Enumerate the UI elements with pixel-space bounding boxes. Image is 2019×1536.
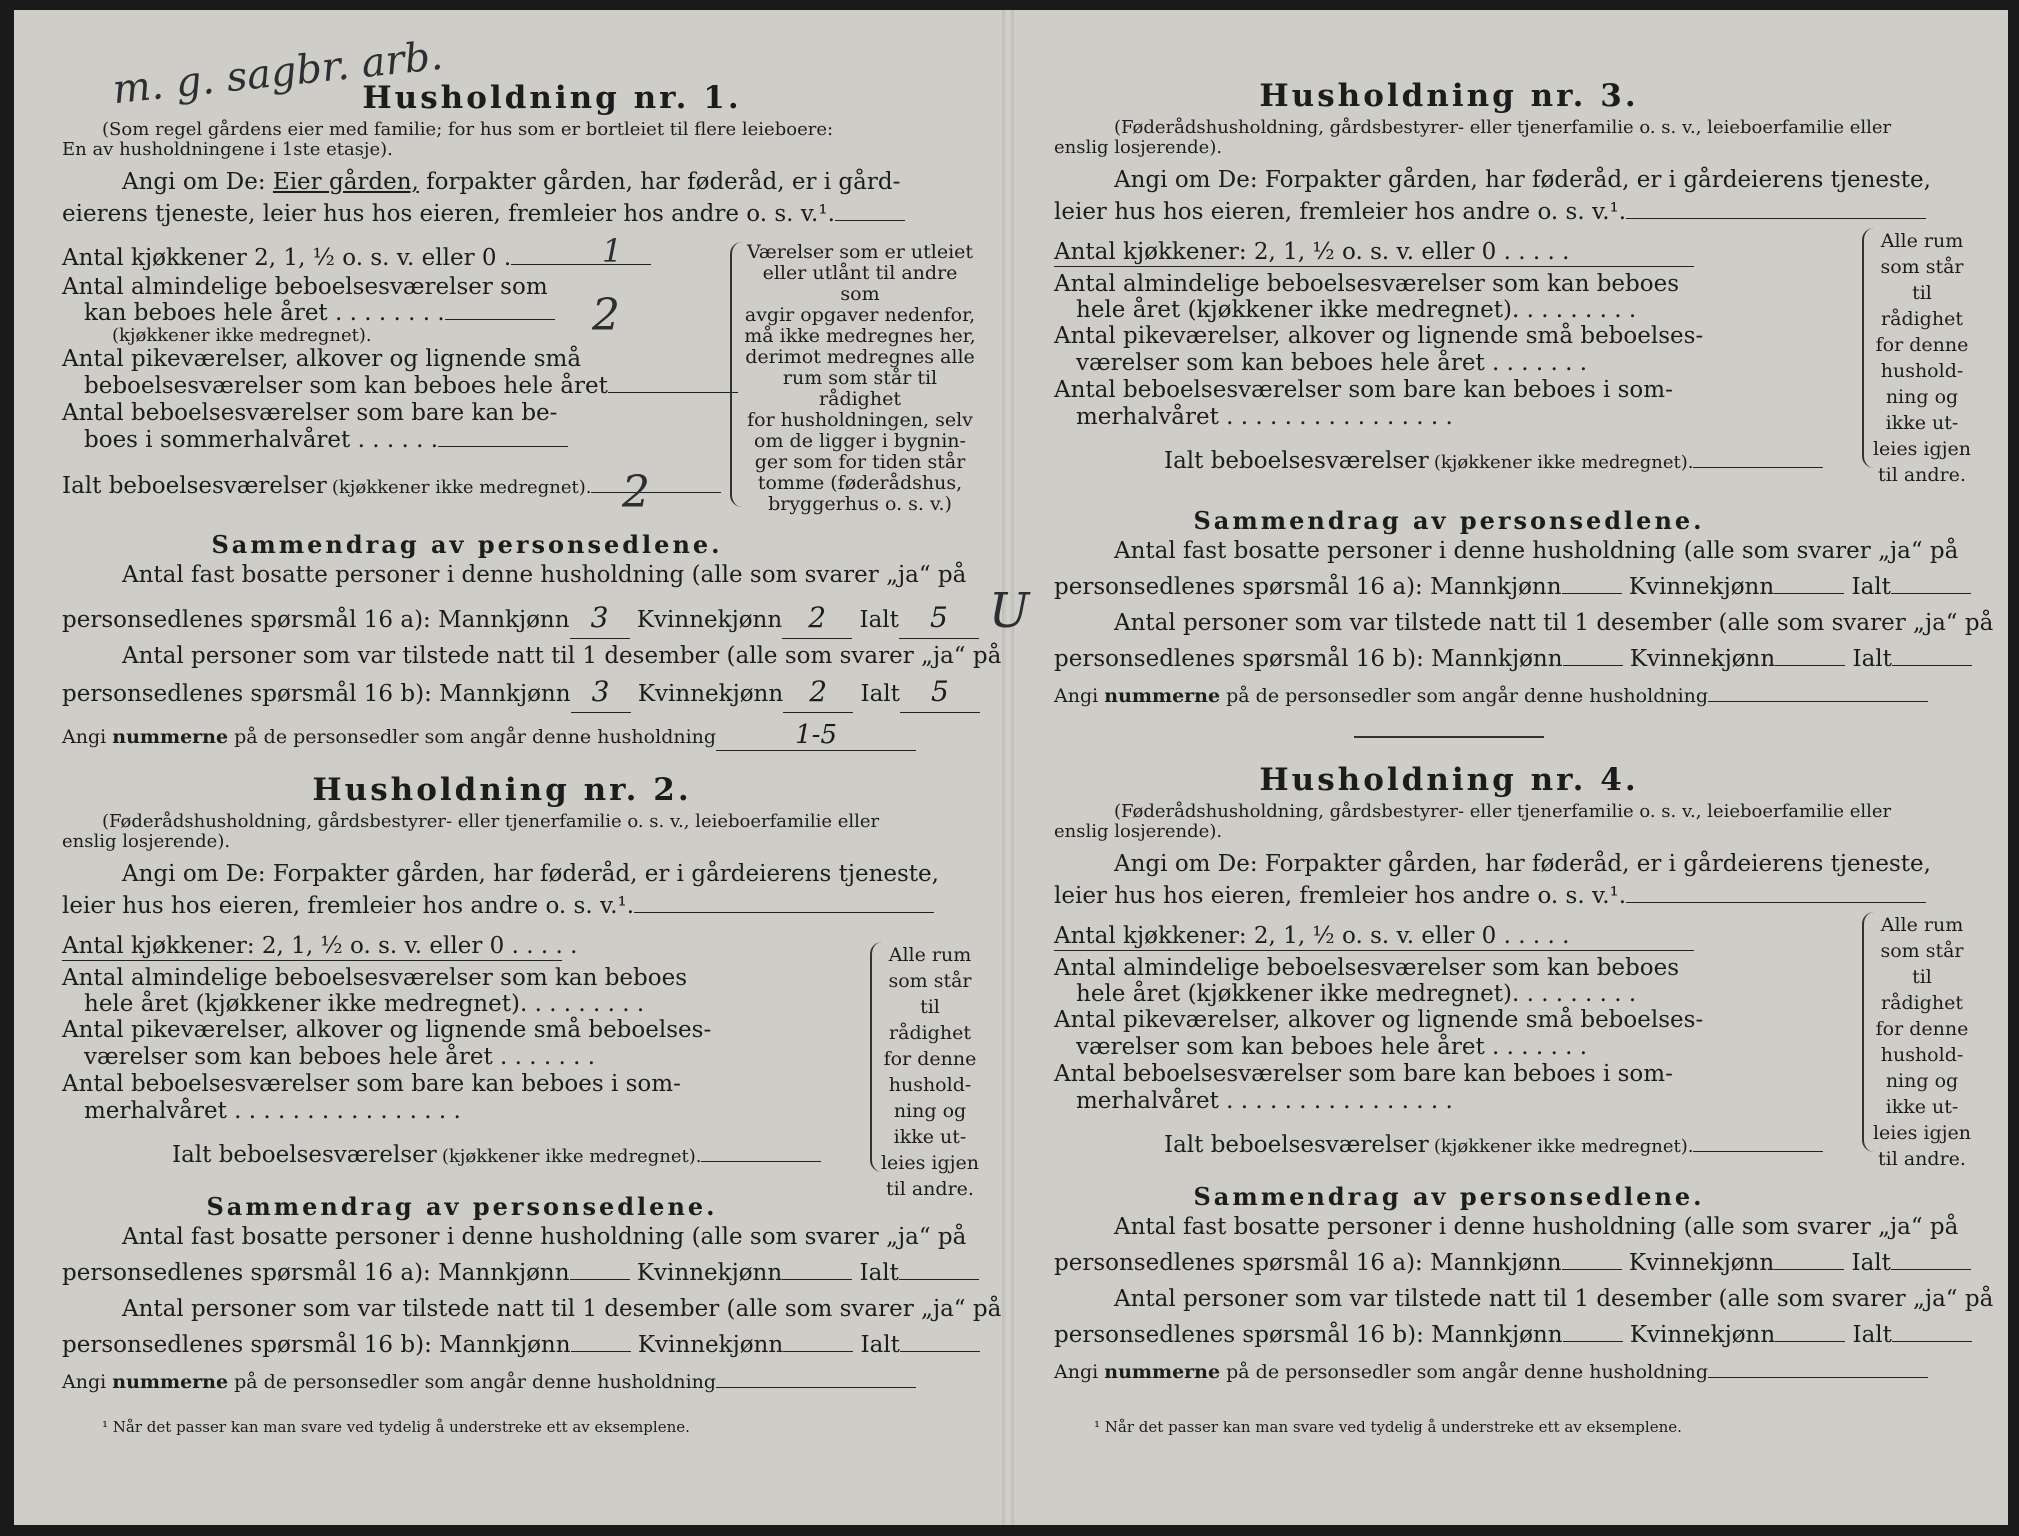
ialt-rooms: [1054, 1129, 1984, 1161]
summary-a-kvinne-field[interactable]: [1774, 593, 1844, 594]
numbers-label-b: nummerne: [112, 726, 229, 748]
summary-b-ialt-field[interactable]: [1892, 1341, 1972, 1342]
household-3-title: Husholdning nr. 3.: [1259, 78, 1639, 114]
q-rooms-label2: hele året (kjøkkener ikke medregnet). . . . . . . . .: [84, 991, 645, 1017]
summary-b-ialt-field[interactable]: 5: [900, 672, 980, 713]
household-2-sub2: enslig losjerende).: [62, 831, 231, 852]
summary-b-ialt-field[interactable]: [900, 1351, 980, 1352]
rooms-note-line: hushold-: [888, 1074, 972, 1096]
margin-mark: U: [988, 583, 1030, 639]
summary-a-ialt-label: Ialt: [859, 1260, 899, 1286]
summary-b-kvinne-field[interactable]: [783, 1351, 853, 1352]
ialt-rooms: [1054, 445, 1984, 477]
household-2-sub1: (Føderådshusholdning, gårdsbestyrer- eller tjenerfamilie o. s. v., leieboerfamilie eller: [102, 811, 880, 832]
summary-b-mann-label: personsedlenes spørsmål 16 b): Mannkjønn: [1054, 646, 1563, 672]
rooms-note-line: tomme (føderådshus,: [757, 472, 963, 494]
summary-b-kvinne-field[interactable]: [1775, 665, 1845, 666]
q-rooms-label: Antal almindelige beboelsesværelser som kan beboes: [62, 965, 688, 991]
rooms-note-line: for denne: [1875, 1018, 1969, 1040]
summary-b-mann-field[interactable]: [1563, 1341, 1623, 1342]
angi-options-2: eierens tjeneste, leier hus hos eieren, fremleier hos andre o. s. v.¹.: [62, 201, 835, 227]
q-rooms-label: Antal almindelige beboelsesværelser som kan beboes: [1054, 955, 1680, 981]
q-summer-rooms-label: Antal beboelsesværelser som bare kan beboes i som-: [1054, 1061, 1673, 1087]
rooms-note-line: som står til: [1880, 940, 1964, 988]
summary-a-ialt-label: Ialt: [1851, 1250, 1891, 1276]
q-kitchens: [62, 932, 982, 960]
ialt-label: Ialt beboelsesværelser: [172, 1142, 437, 1168]
summary-b-ialt-label: Ialt: [1852, 646, 1892, 672]
rooms-note-line: om de ligger i bygnin-: [754, 430, 966, 452]
household-4-sub2: enslig losjerende).: [1054, 821, 1223, 842]
numbers-field[interactable]: [1708, 701, 1928, 702]
rooms-note-text: [880, 942, 980, 1202]
census-sheet: [14, 10, 2008, 1525]
rooms-note-line: ning og: [1885, 386, 1959, 408]
q-kitchens-field[interactable]: [511, 264, 651, 265]
summary-a-ialt-field[interactable]: [1891, 593, 1971, 594]
q-rooms-value: 2: [592, 290, 620, 341]
summary-a-ialt-field[interactable]: [899, 1279, 979, 1280]
household-4-angi-line1: Angi om De: Forpakter gården, har føderåd, er i gårdeierens tjeneste,: [1114, 851, 1931, 877]
ialt-value: 2: [622, 467, 650, 518]
household-4-angi-line2: [1054, 880, 1984, 912]
summary-b-kvinne-label: Kvinnekjønn: [637, 681, 784, 707]
right-page: [1054, 10, 1994, 1525]
rooms-note-line: ning og: [1885, 1070, 1959, 1092]
q-kitchens-field[interactable]: [1054, 950, 1694, 951]
rooms-note-text: [740, 242, 980, 515]
household-2-angi-line2: [62, 890, 982, 922]
footnote-right: ¹ Når det passer kan man svare ved tydelig å understreke ett av eksemplene.: [1094, 1418, 1682, 1436]
summary-b-mann-field[interactable]: 3: [571, 672, 631, 713]
rooms-note-line: ikke ut-: [1885, 412, 1959, 434]
rooms-note-line: for denne: [1875, 334, 1969, 356]
q-rooms-note: (kjøkkener ikke medregnet).: [112, 325, 372, 346]
household-1-sub1: (Som regel gårdens eier med familie; for hus som er bortleiet til flere leieboere:: [102, 119, 834, 140]
summary-a-line: [1054, 1243, 1984, 1283]
rooms-note-text: [1872, 912, 1972, 1172]
rooms-note-line: rådighet: [1881, 992, 1963, 1014]
summary-b-mann-label: personsedlenes spørsmål 16 b): Mannkjønn: [62, 681, 571, 707]
summary-a-kvinne-label: Kvinnekjønn: [636, 607, 783, 633]
q-rooms-label2: kan beboes hele året . . . . . . . .: [84, 300, 445, 326]
rooms-note-line: Værelser som er utleiet: [746, 241, 974, 263]
numbers-label-b: nummerne: [1104, 1361, 1221, 1383]
ialt-note: (kjøkkener ikke medregnet).: [1433, 1136, 1694, 1157]
household-3-angi-line2: [1054, 196, 1984, 228]
numbers-label-a: Angi: [1054, 685, 1105, 707]
q-small-rooms-label2: værelser som kan beboes hele året . . . . . . .: [84, 1044, 596, 1070]
rooms-note-line: leies igjen: [1872, 438, 1972, 460]
numbers-line: [1054, 685, 1984, 707]
summary-a-mann-label: personsedlenes spørsmål 16 a): Mannkjønn: [1054, 1250, 1562, 1276]
summary-a-kvinne-label: Kvinnekjønn: [1628, 1250, 1775, 1276]
household-1-angi-line2: [62, 198, 982, 230]
summary-b-kvinne-field[interactable]: [1775, 1341, 1845, 1342]
rooms-note-line: Alle rum: [1880, 230, 1964, 252]
q-kitchens-label: Antal kjøkkener: 2, 1, ½ o. s. v. eller 0 . . . . .: [62, 933, 578, 959]
ialt-label: Ialt beboelsesværelser: [1164, 448, 1429, 474]
angi-options-2: leier hus hos eieren, fremleier hos andre o. s. v.¹.: [1054, 199, 1627, 225]
angi-answer-line[interactable]: [634, 912, 934, 913]
numbers-label-a: Angi: [62, 1371, 113, 1393]
household-2-title: Husholdning nr. 2.: [312, 772, 692, 808]
q-rooms-label: Antal almindelige beboelsesværelser som kan beboes: [1054, 271, 1680, 297]
summary-a-text: Antal fast bosatte personer i denne husholdning (alle som svarer „ja“ på: [1114, 1214, 1959, 1240]
rooms-note-line: bryggerhus o. s. v.): [768, 493, 952, 515]
summary-a-line: [62, 1253, 982, 1293]
summary-a-line: [1054, 567, 1984, 607]
summary-a-ialt-label: Ialt: [859, 607, 899, 633]
summary-a-ialt-label: Ialt: [1851, 574, 1891, 600]
summary-b-kvinne-label: Kvinnekjønn: [1629, 646, 1776, 672]
rooms-note-line: rum som står til rådighet: [782, 367, 938, 410]
angi-options: forpakter gården, har føderåd, er i gård-: [418, 169, 901, 195]
rooms-note-line: som står til: [888, 970, 972, 1018]
rooms-note-line: ikke ut-: [893, 1126, 967, 1148]
q-rooms-label2: hele året (kjøkkener ikke medregnet). . . . . . . . .: [1076, 981, 1637, 1007]
summary-b-mann-field[interactable]: [1563, 665, 1623, 666]
summary-b-line: [1054, 1315, 1984, 1355]
summary-b-kvinne-label: Kvinnekjønn: [1629, 1322, 1776, 1348]
summary-a-line: [62, 583, 1030, 640]
summary-b-text: Antal personer som var tilstede natt til 1 desember (alle som svarer „ja“ på: [122, 1296, 1002, 1322]
rooms-note-line: ikke ut-: [1885, 1096, 1959, 1118]
household-1-angi-line1: [62, 166, 982, 198]
summary-a-ialt-field[interactable]: [1891, 1269, 1971, 1270]
summary-b-text: Antal personer som var tilstede natt til 1 desember (alle som svarer „ja“ på: [1114, 1286, 1994, 1312]
q-kitchens-label: Antal kjøkkener: 2, 1, ½ o. s. v. eller 0 . . . . .: [1054, 923, 1570, 949]
numbers-line: [62, 1371, 982, 1393]
summary-b-text: Antal personer som var tilstede natt til 1 desember (alle som svarer „ja“ på: [122, 643, 1002, 669]
numbers-label-c: på de personsedler som angår denne husholdning: [1220, 685, 1709, 707]
q-summer-rooms-label2: merhalvåret . . . . . . . . . . . . . . . .: [1076, 1088, 1453, 1114]
household-1-title: Husholdning nr. 1.: [362, 80, 742, 116]
ialt-note: (kjøkkener ikke medregnet).: [331, 477, 592, 498]
summary-a-text: Antal fast bosatte personer i denne husholdning (alle som svarer „ja“ på: [122, 562, 967, 588]
ialt-label: Ialt beboelsesværelser: [62, 473, 327, 499]
left-page: [62, 10, 1030, 1525]
rooms-note-line: rådighet: [889, 1022, 971, 1044]
numbers-label-c: på de personsedler som angår denne husholdning: [1220, 1361, 1709, 1383]
household-4-title: Husholdning nr. 4.: [1259, 762, 1639, 798]
rooms-note-line: som står til: [1880, 256, 1964, 304]
angi-options-2: leier hus hos eieren, fremleier hos andre o. s. v.¹.: [1054, 883, 1627, 909]
summary-a-mann-label: personsedlenes spørsmål 16 a): Mannkjønn: [1054, 574, 1562, 600]
summary-b-mann-label: personsedlenes spørsmål 16 b): Mannkjønn: [1054, 1322, 1563, 1348]
numbers-label-a: Angi: [1054, 1361, 1105, 1383]
household-4-rooms: [1054, 914, 1984, 1172]
q-kitchens-label: Antal kjøkkener 2, 1, ½ o. s. v. eller 0 .: [62, 245, 512, 271]
rooms-note-line: til andre.: [1878, 1148, 1966, 1170]
rooms-note-line: ger som for tiden står: [754, 451, 966, 473]
rooms-note-line: avgir opgaver nedenfor,: [744, 304, 976, 326]
q-small-rooms-label: Antal pikeværelser, alkover og lignende små beboelses-: [1054, 1007, 1704, 1033]
summary-a-mann-label: personsedlenes spørsmål 16 a): Mannkjønn: [62, 1260, 570, 1286]
rooms-note-line: til andre.: [1878, 464, 1966, 486]
household-1-rooms: [62, 232, 982, 518]
rooms-note-line: ning og: [893, 1100, 967, 1122]
summary-b-kvinne-field[interactable]: 2: [783, 672, 853, 713]
summary-a-mann-field[interactable]: [1562, 593, 1622, 594]
ialt-note: (kjøkkener ikke medregnet).: [441, 1146, 702, 1167]
rooms-note-line: hushold-: [1880, 360, 1964, 382]
q-small-rooms-label: Antal pikeværelser, alkover og lignende små beboelses-: [1054, 323, 1704, 349]
summary-a-kvinne-field[interactable]: [782, 1279, 852, 1280]
q-small-rooms-field[interactable]: [608, 392, 738, 393]
q-small-rooms-label: Antal pikeværelser, alkover og lignende små: [62, 346, 582, 372]
rooms-note-line: rådighet: [1881, 308, 1963, 330]
rooms-note-line: derimot medregnes alle: [745, 346, 975, 368]
q-summer-rooms-label: Antal beboelsesværelser som bare kan beboes i som-: [1054, 377, 1673, 403]
summary-b-ialt-label: Ialt: [860, 1332, 900, 1358]
summary-b-mann-label: personsedlenes spørsmål 16 b): Mannkjønn: [62, 1332, 571, 1358]
summary-b-line: [1054, 639, 1984, 679]
rooms-note-line: hushold-: [1880, 1044, 1964, 1066]
household-2: [62, 772, 1002, 1393]
summary-b-text: Antal personer som var tilstede natt til 1 desember (alle som svarer „ja“ på: [1114, 610, 1994, 636]
q-summer-rooms-label2: boes i sommerhalvåret . . . . . .: [84, 427, 439, 453]
angi-label: Angi om De:: [122, 169, 273, 195]
numbers-field[interactable]: [716, 1387, 916, 1388]
numbers-label-b: nummerne: [1104, 685, 1221, 707]
ialt-note: (kjøkkener ikke medregnet).: [1433, 452, 1694, 473]
household-1: [62, 80, 1030, 751]
q-summer-rooms-label: Antal beboelsesværelser som bare kan be-: [62, 400, 558, 426]
ialt-rooms: [62, 1139, 982, 1171]
ialt-field[interactable]: [701, 1161, 821, 1162]
footnote-left: ¹ Når det passer kan man svare ved tydelig å understreke ett av eksemplene.: [102, 1418, 690, 1436]
summary-b-line: [62, 1325, 982, 1365]
rooms-note-line: for denne: [883, 1048, 977, 1070]
rooms-note-line: må ikke medregnes her,: [744, 325, 976, 347]
numbers-label-c: på de personsedler som angår denne husholdning: [228, 726, 717, 748]
q-kitchens-value: 1: [602, 232, 623, 270]
q-small-rooms-label2: beboelsesværelser som kan beboes hele året: [84, 373, 608, 399]
summary-title: Sammendrag av personsedlene.: [206, 1192, 718, 1221]
rooms-note-line: leies igjen: [1872, 1122, 1972, 1144]
summary-a-kvinne-label: Kvinnekjønn: [1628, 574, 1775, 600]
numbers-field[interactable]: 1-5: [716, 720, 916, 751]
q-small-rooms-label: Antal pikeværelser, alkover og lignende små beboelses-: [62, 1017, 712, 1043]
q-summer-rooms-label2: merhalvåret . . . . . . . . . . . . . . . .: [84, 1098, 461, 1124]
household-3-sub2: enslig losjerende).: [1054, 137, 1223, 158]
household-1-sub2: En av husholdningene i 1ste etasje).: [62, 139, 393, 160]
summary-a-text: Antal fast bosatte personer i denne husholdning (alle som svarer „ja“ på: [122, 1224, 967, 1250]
summary-a-mann-field[interactable]: 3: [570, 598, 630, 639]
angi-answer-line[interactable]: [1626, 218, 1926, 219]
household-3-sub1: (Føderådshusholdning, gårdsbestyrer- eller tjenerfamilie o. s. v., leieboerfamilie eller: [1114, 117, 1892, 138]
angi-answer-line[interactable]: [1626, 902, 1926, 903]
q-kitchens-field[interactable]: [62, 960, 562, 961]
q-rooms-label: Antal almindelige beboelsesværelser som: [62, 274, 548, 300]
summary-a-mann-field[interactable]: [570, 1279, 630, 1280]
summary-a-text: Antal fast bosatte personer i denne husholdning (alle som svarer „ja“ på: [1114, 538, 1959, 564]
household-3-angi-line1: Angi om De: Forpakter gården, har føderåd, er i gårdeierens tjeneste,: [1114, 167, 1931, 193]
q-summer-rooms-field[interactable]: [438, 446, 568, 447]
ialt-field[interactable]: [1693, 1151, 1823, 1152]
numbers-label-c: på de personsedler som angår denne husholdning: [228, 1371, 717, 1393]
summary-a-kvinne-label: Kvinnekjønn: [636, 1260, 783, 1286]
q-summer-rooms-label2: merhalvåret . . . . . . . . . . . . . . . .: [1076, 404, 1453, 430]
rooms-note-line: Alle rum: [888, 944, 972, 966]
numbers-line: [1054, 1361, 1984, 1383]
household-3: [1054, 78, 1994, 707]
summary-title: Sammendrag av personsedlene.: [1193, 1182, 1705, 1211]
numbers-label-b: nummerne: [112, 1371, 229, 1393]
numbers-line: [62, 720, 982, 751]
household-4: [1054, 762, 1994, 1383]
q-small-rooms-label2: værelser som kan beboes hele året . . . . . . .: [1076, 1034, 1588, 1060]
ialt-field[interactable]: [591, 492, 721, 493]
numbers-field[interactable]: [1708, 1377, 1928, 1378]
ialt-label: Ialt beboelsesværelser: [1164, 1132, 1429, 1158]
summary-b-ialt-field[interactable]: [1892, 665, 1972, 666]
household-4-sub1: (Føderådshusholdning, gårdsbestyrer- eller tjenerfamilie o. s. v., leieboerfamilie eller: [1114, 801, 1892, 822]
section-divider: [1354, 736, 1544, 738]
summary-b-ialt-label: Ialt: [860, 681, 900, 707]
summary-b-ialt-label: Ialt: [1852, 1322, 1892, 1348]
rooms-note-line: til andre.: [886, 1178, 974, 1200]
summary-title: Sammendrag av personsedlene.: [211, 530, 723, 559]
ialt-field[interactable]: [1693, 467, 1823, 468]
q-summer-rooms-label: Antal beboelsesværelser som bare kan beboes i som-: [62, 1071, 681, 1097]
q-kitchens-label: Antal kjøkkener: 2, 1, ½ o. s. v. eller 0 . . . . .: [1054, 239, 1570, 265]
page-fold: [1002, 10, 1014, 1525]
rooms-note-line: eller utlånt til andre som: [762, 262, 958, 305]
rooms-note-line: leies igjen: [880, 1152, 980, 1174]
household-2-rooms: [62, 932, 982, 1200]
summary-a-ialt-field[interactable]: 5: [899, 598, 979, 639]
angi-underlined-answer: Eier gården,: [272, 169, 419, 195]
q-rooms-field[interactable]: [445, 319, 555, 320]
summary-b-line: [62, 672, 982, 714]
summary-a-mann-label: personsedlenes spørsmål 16 a): Mannkjønn: [62, 607, 570, 633]
summary-a-kvinne-field[interactable]: 2: [782, 598, 852, 639]
numbers-label-a: Angi: [62, 726, 113, 748]
household-2-angi-line1: Angi om De: Forpakter gården, har føderåd, er i gårdeierens tjeneste,: [122, 861, 939, 887]
summary-a-mann-field[interactable]: [1562, 1269, 1622, 1270]
rooms-note-text: [1872, 228, 1972, 488]
summary-title: Sammendrag av personsedlene.: [1193, 506, 1705, 535]
angi-answer-line[interactable]: [835, 220, 905, 221]
q-kitchens-field[interactable]: [1054, 266, 1694, 267]
q-rooms-label2: hele året (kjøkkener ikke medregnet). . . . . . . . .: [1076, 297, 1637, 323]
summary-b-kvinne-label: Kvinnekjønn: [637, 1332, 784, 1358]
rooms-note-line: Alle rum: [1880, 914, 1964, 936]
rooms-note-line: for husholdningen, selv: [747, 409, 973, 431]
q-small-rooms-label2: værelser som kan beboes hele året . . . . . . .: [1076, 350, 1588, 376]
summary-b-mann-field[interactable]: [571, 1351, 631, 1352]
angi-options-2: leier hus hos eieren, fremleier hos andre o. s. v.¹.: [62, 893, 635, 919]
handwritten-top-note: m. g. sagbr. arb.: [110, 32, 445, 114]
household-3-rooms: [1054, 230, 1984, 488]
summary-a-kvinne-field[interactable]: [1774, 1269, 1844, 1270]
